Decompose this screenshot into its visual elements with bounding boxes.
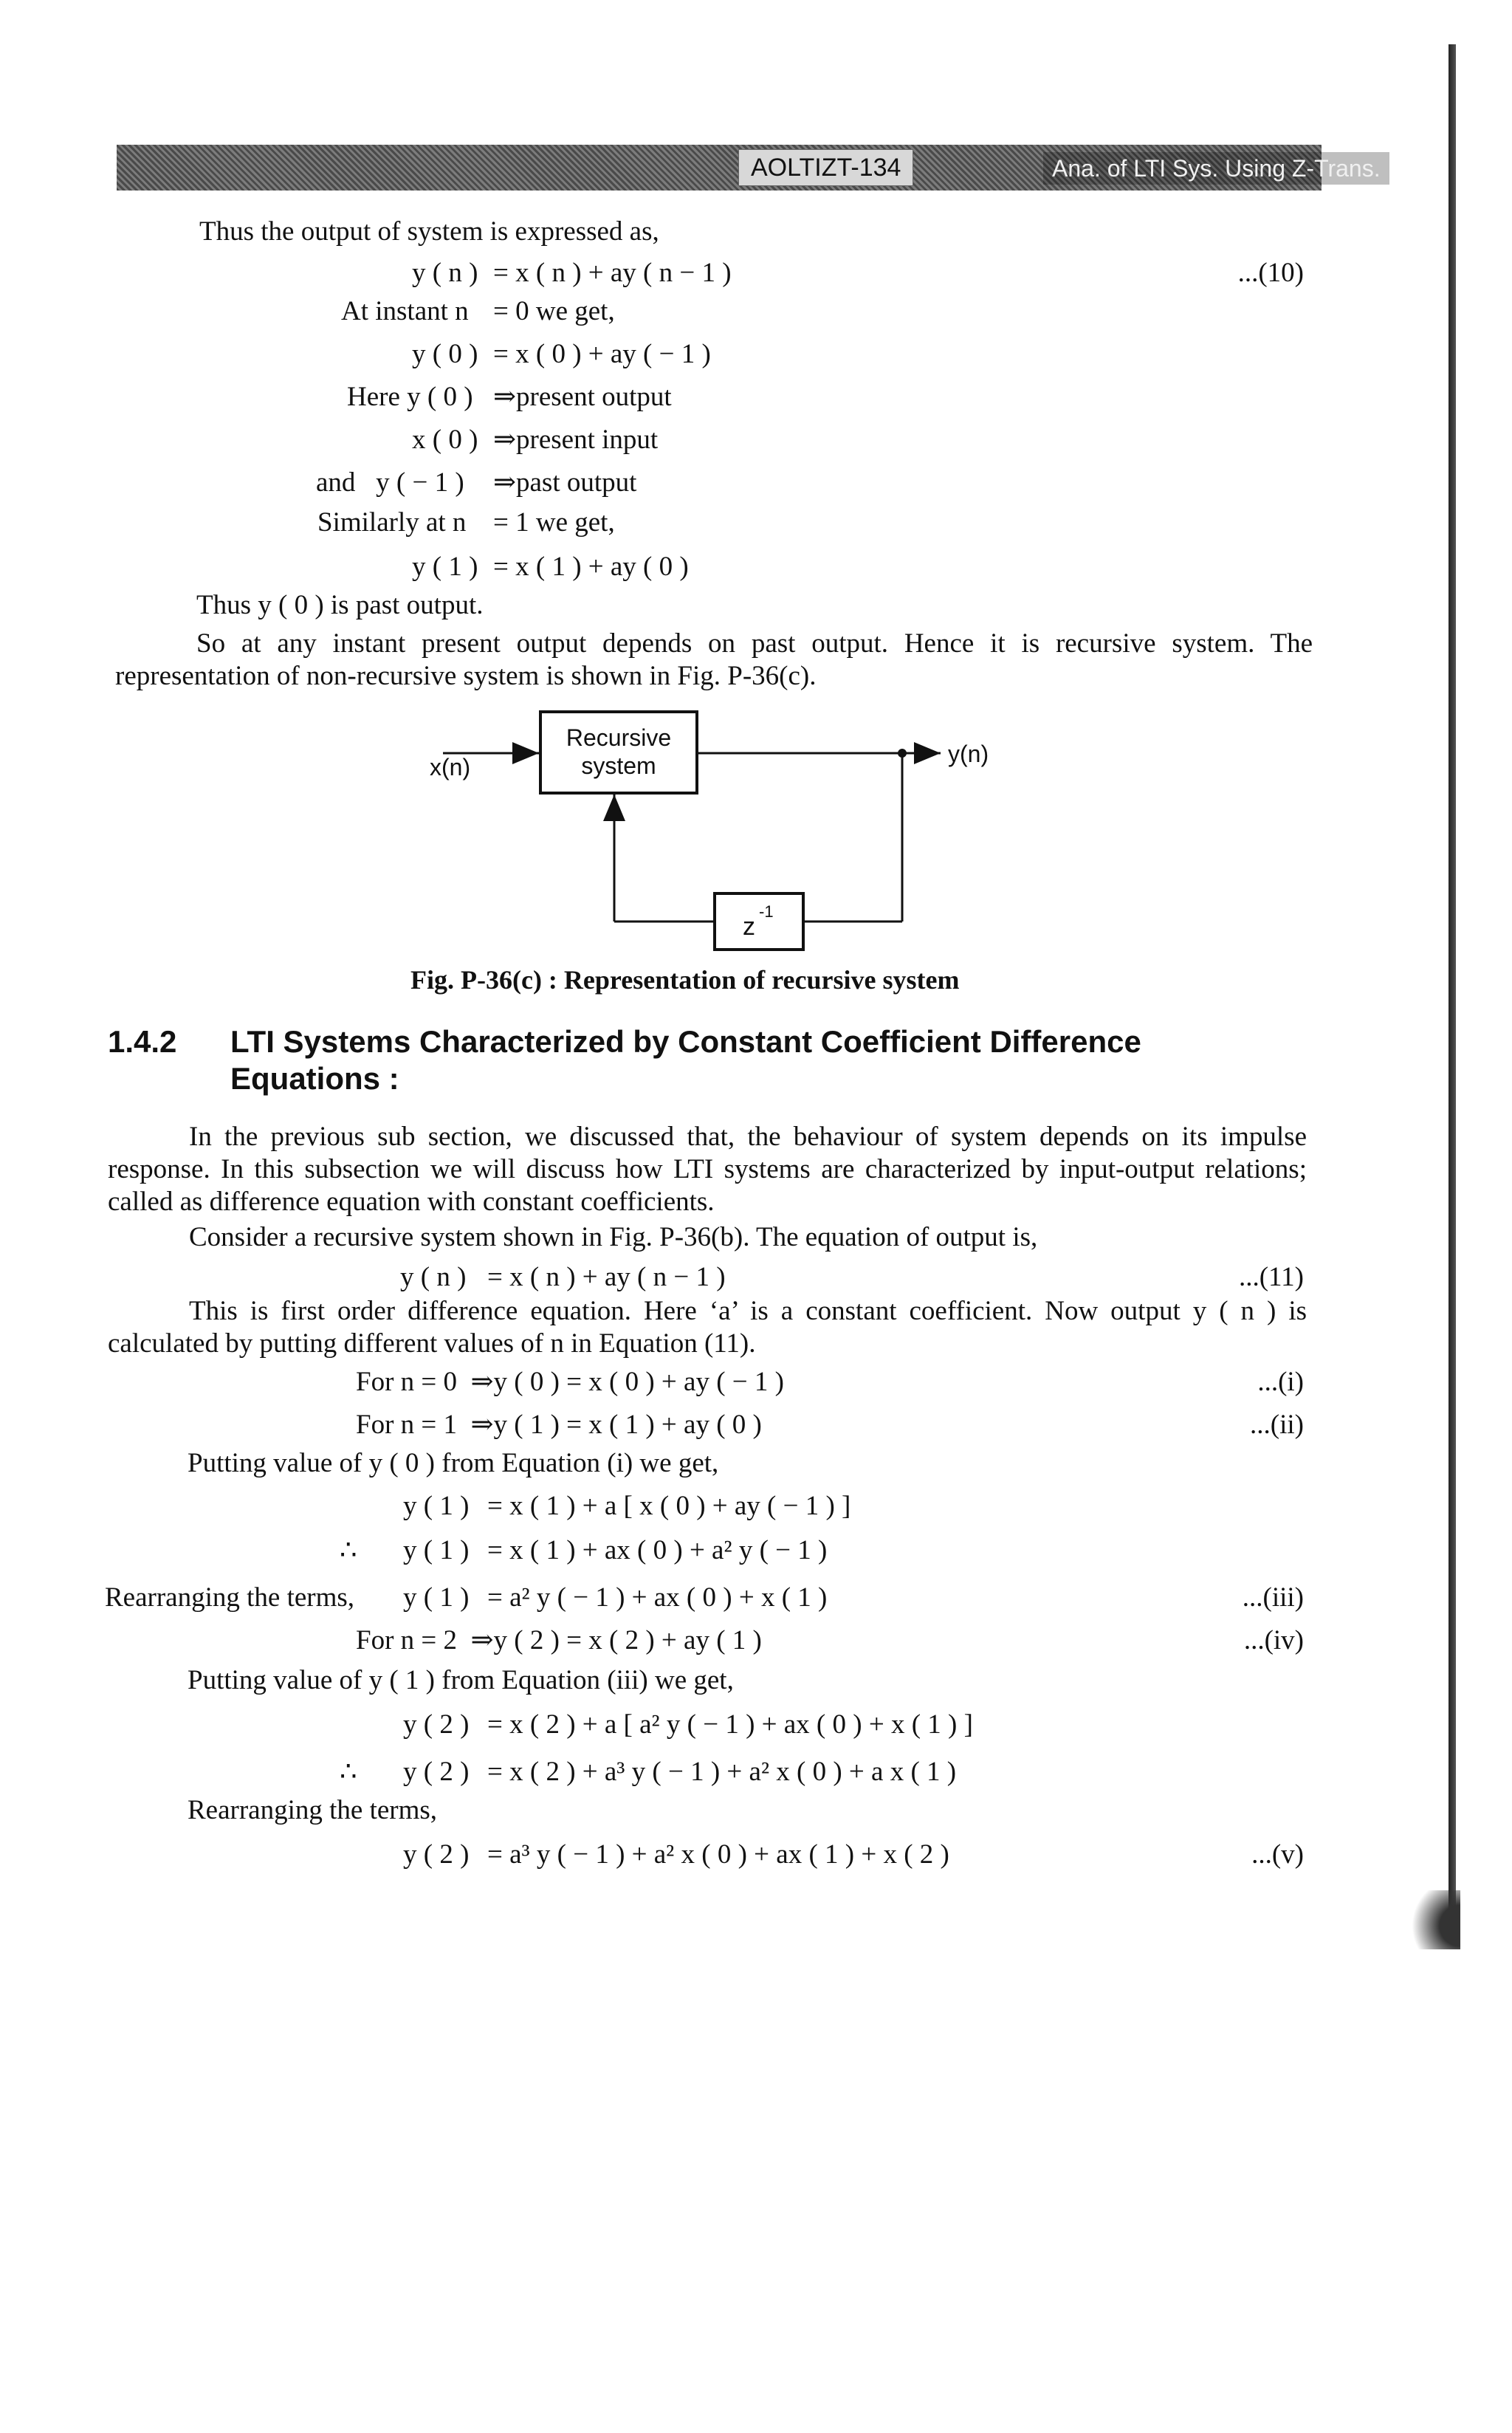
intro-lead: Thus the output of system is expressed as, bbox=[199, 216, 659, 247]
eq11-lhs: y ( n ) bbox=[400, 1262, 467, 1292]
eq-n0-number: ...(i) bbox=[1257, 1367, 1304, 1397]
putting-y1-text: Putting value of y ( 1 ) from Equation (iii) we get, bbox=[188, 1665, 734, 1695]
block-label-line1: Recursive bbox=[566, 724, 672, 751]
block-label-line2: system bbox=[581, 752, 656, 779]
y1b-rhs: = x ( 1 ) + ax ( 0 ) + a² y ( − 1 ) bbox=[487, 1535, 828, 1565]
paragraph-consider: Consider a recursive system shown in Fig. P-36(b). The equation of output is, bbox=[189, 1222, 1038, 1252]
section-number: 1.4.2 bbox=[108, 1024, 177, 1059]
eq11-number: ...(11) bbox=[1238, 1262, 1304, 1292]
y1b-lhs: y ( 1 ) bbox=[403, 1535, 470, 1565]
input-label: x(n) bbox=[430, 754, 471, 780]
x0-rhs: ⇒present input bbox=[493, 425, 659, 455]
y2b-lhs: y ( 2 ) bbox=[403, 1757, 470, 1787]
here-lhs: Here y ( 0 ) bbox=[347, 382, 473, 412]
section-title-line2: Equations : bbox=[230, 1061, 399, 1096]
eq-n2-number: ...(iv) bbox=[1243, 1625, 1304, 1655]
therefore-symbol-2: ∴ bbox=[340, 1757, 357, 1787]
therefore-symbol-1: ∴ bbox=[340, 1535, 357, 1565]
y2c-lhs: y ( 2 ) bbox=[403, 1839, 470, 1870]
here-rhs: ⇒present output bbox=[493, 382, 672, 412]
eq-n1: For n = 1 ⇒y ( 1 ) = x ( 1 ) + ay ( 0 ) bbox=[356, 1410, 762, 1440]
paragraph-lti-intro: In the previous sub section, we discussed that, the behaviour of system depends on its impulse response. In this subsection we will discuss how LTI systems are characterized by input-output relations; called as difference equation with constant coefficients. bbox=[108, 1122, 1307, 1217]
eq-n2: For n = 2 ⇒y ( 2 ) = x ( 2 ) + ay ( 1 ) bbox=[356, 1625, 762, 1655]
eq10-lhs: y ( n ) bbox=[412, 258, 478, 288]
eq10-rhs: = x ( n ) + ay ( n − 1 ) bbox=[493, 258, 732, 288]
recursive-system-diagram bbox=[413, 701, 1019, 960]
rearranging-label-2: Rearranging the terms, bbox=[188, 1795, 438, 1825]
paragraph-first-order: This is first order difference equation. Here ‘a’ is a constant coefficient. Now output y ( n ) is calculated by putting different values of n in Equation (11). bbox=[108, 1296, 1307, 1359]
thus-past-output: Thus y ( 0 ) is past output. bbox=[196, 590, 484, 620]
y1c-number: ...(iii) bbox=[1242, 1582, 1304, 1613]
delay-symbol: z bbox=[743, 913, 755, 941]
y2b-rhs: = x ( 2 ) + a³ y ( − 1 ) + a² x ( 0 ) + a x ( 1 ) bbox=[487, 1757, 957, 1787]
scan-edge-shadow bbox=[1401, 1890, 1460, 1949]
y2c-rhs: = a³ y ( − 1 ) + a² x ( 0 ) + ax ( 1 ) + x ( 2 ) bbox=[487, 1839, 949, 1870]
section-title-line1: LTI Systems Characterized by Constant Coefficient Difference bbox=[230, 1024, 1141, 1059]
y1a-rhs: = x ( 1 ) + a [ x ( 0 ) + ay ( − 1 ) ] bbox=[487, 1491, 851, 1521]
page-header-band bbox=[117, 145, 1381, 191]
y2a-rhs: = x ( 2 ) + a [ a² y ( − 1 ) + ax ( 0 ) + x ( 1 ) ] bbox=[487, 1709, 973, 1740]
y1-lhs: y ( 1 ) bbox=[412, 552, 478, 582]
figure-caption: Fig. P-36(c) : Representation of recursive system bbox=[410, 965, 960, 995]
output-label: y(n) bbox=[948, 741, 989, 767]
y0-rhs: = x ( 0 ) + ay ( − 1 ) bbox=[493, 339, 711, 369]
book-code: AOLTIZT-134 bbox=[738, 149, 913, 186]
putting-y0-text: Putting value of y ( 0 ) from Equation (i) we get, bbox=[188, 1448, 719, 1478]
y0-lhs: y ( 0 ) bbox=[412, 339, 478, 369]
y1a-lhs: y ( 1 ) bbox=[403, 1491, 470, 1521]
and-lhs: and y ( − 1 ) bbox=[316, 467, 464, 498]
eq11-rhs: = x ( n ) + ay ( n − 1 ) bbox=[487, 1262, 726, 1292]
scan-edge-line bbox=[1449, 44, 1456, 1942]
instant0-rhs: = 0 we get, bbox=[493, 296, 615, 326]
y1-rhs: = x ( 1 ) + ay ( 0 ) bbox=[493, 552, 689, 582]
eq-n1-number: ...(ii) bbox=[1250, 1410, 1304, 1440]
chapter-topic: Ana. of LTI Sys. Using Z-Trans. bbox=[1043, 152, 1389, 185]
rearranging-label-1: Rearranging the terms, bbox=[105, 1582, 355, 1613]
eq-n0: For n = 0 ⇒y ( 0 ) = x ( 0 ) + ay ( − 1 ) bbox=[356, 1367, 784, 1397]
similar-lhs: Similarly at n bbox=[317, 507, 467, 538]
x0-lhs: x ( 0 ) bbox=[412, 425, 478, 455]
and-rhs: ⇒past output bbox=[493, 467, 637, 498]
delay-exponent: -1 bbox=[759, 902, 774, 921]
eq10-number: ...(10) bbox=[1237, 258, 1304, 288]
y1c-lhs: y ( 1 ) bbox=[403, 1582, 470, 1613]
y2a-lhs: y ( 2 ) bbox=[403, 1709, 470, 1740]
similar-rhs: = 1 we get, bbox=[493, 507, 615, 538]
y1c-rhs: = a² y ( − 1 ) + ax ( 0 ) + x ( 1 ) bbox=[487, 1582, 828, 1613]
paragraph-recursive: So at any instant present output depends on past output. Hence it is recursive system. The representation of non-recursive system is shown in Fig. P-36(c). bbox=[115, 628, 1313, 691]
y2c-number: ...(v) bbox=[1251, 1839, 1304, 1870]
instant0-lhs: At instant n bbox=[341, 296, 469, 326]
